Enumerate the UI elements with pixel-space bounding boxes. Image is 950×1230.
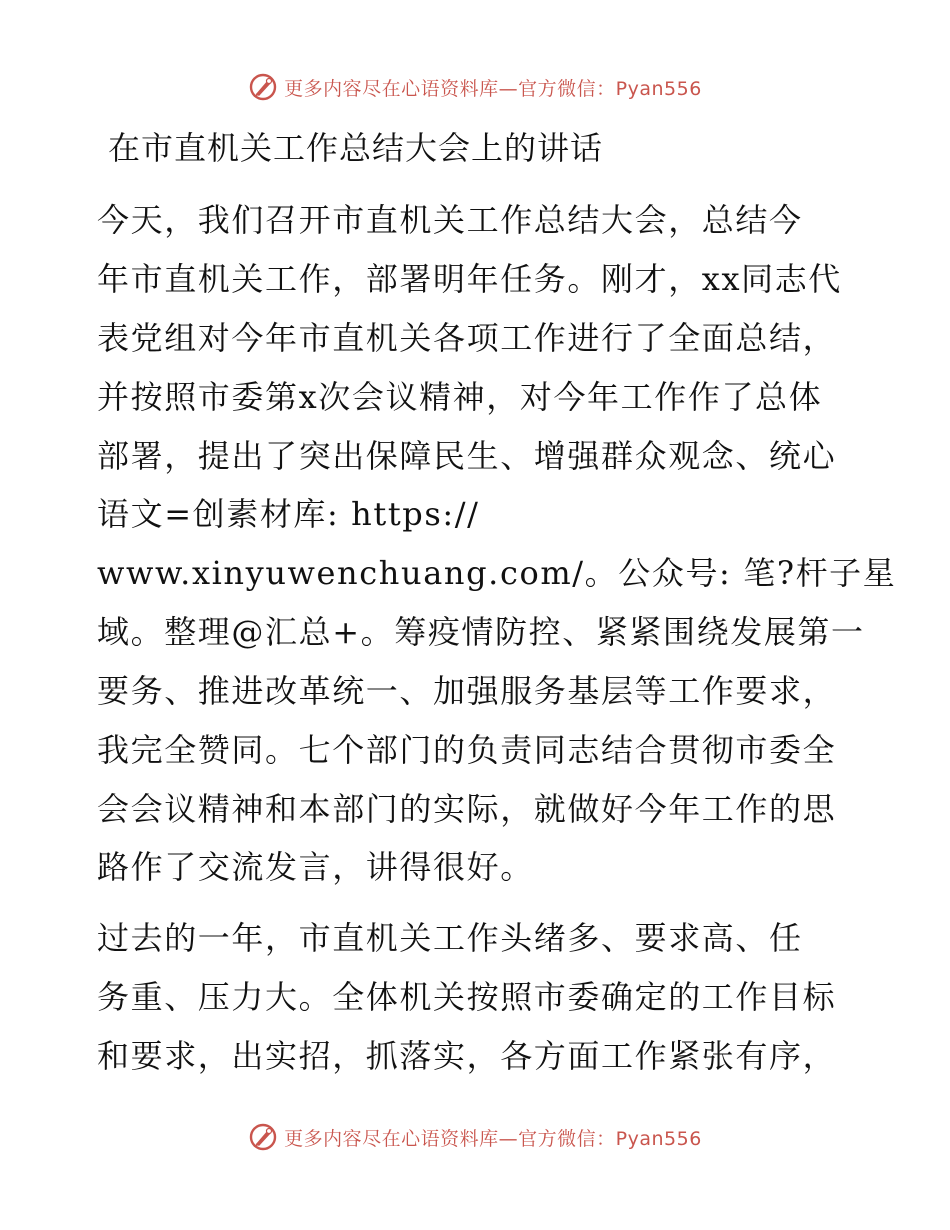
body-line: 我完全赞同。七个部门的负责同志结合贯彻市委全 [97, 731, 837, 769]
body-line: 务重、压力大。全体机关按照市委确定的工作目标 [97, 978, 837, 1016]
header-watermark-text: 更多内容尽在心语资料库—官方微信：Pyan556 [284, 77, 702, 100]
body-line: 年市直机关工作，部署明年任务。刚才，xx同志代 [97, 260, 842, 298]
body-line: 并按照市委第x次会议精神，对今年工作作了总体 [97, 378, 823, 416]
body-line: 会会议精神和本部门的实际，就做好今年工作的思 [97, 790, 837, 828]
body-line: 过去的一年，市直机关工作头绪多、要求高、任 [97, 919, 803, 957]
body-line: 要务、推进改革统一、加强服务基层等工作要求， [97, 672, 837, 710]
document-title: 在市直机关工作总结大会上的讲话 [108, 129, 604, 167]
body-line: 路作了交流发言，讲得很好。 [97, 848, 534, 886]
body-line: www.xinyuwenchuang.com/。公众号: 笔?杆子星 [97, 554, 897, 592]
body-line: 语文=创素材库: https:// [97, 495, 480, 533]
body-line: 和要求，出实招，抓落实，各方面工作紧张有序， [97, 1037, 837, 1075]
quill-logo-icon [248, 72, 278, 102]
body-line: 部署，提出了突出保障民生、增强群众观念、统心 [97, 437, 837, 475]
body-line: 表党组对今年市直机关各项工作进行了全面总结， [97, 319, 837, 357]
quill-logo-icon [248, 1122, 278, 1152]
body-line: 域。整理@汇总+。筹疫情防控、紧紧围绕发展第一 [97, 613, 865, 651]
footer-watermark [0, 1122, 950, 1152]
body-line: 今天，我们召开市直机关工作总结大会，总结今 [97, 201, 803, 239]
footer-watermark-text: 更多内容尽在心语资料库—官方微信：Pyan556 [284, 1127, 702, 1150]
header-watermark [0, 72, 950, 102]
